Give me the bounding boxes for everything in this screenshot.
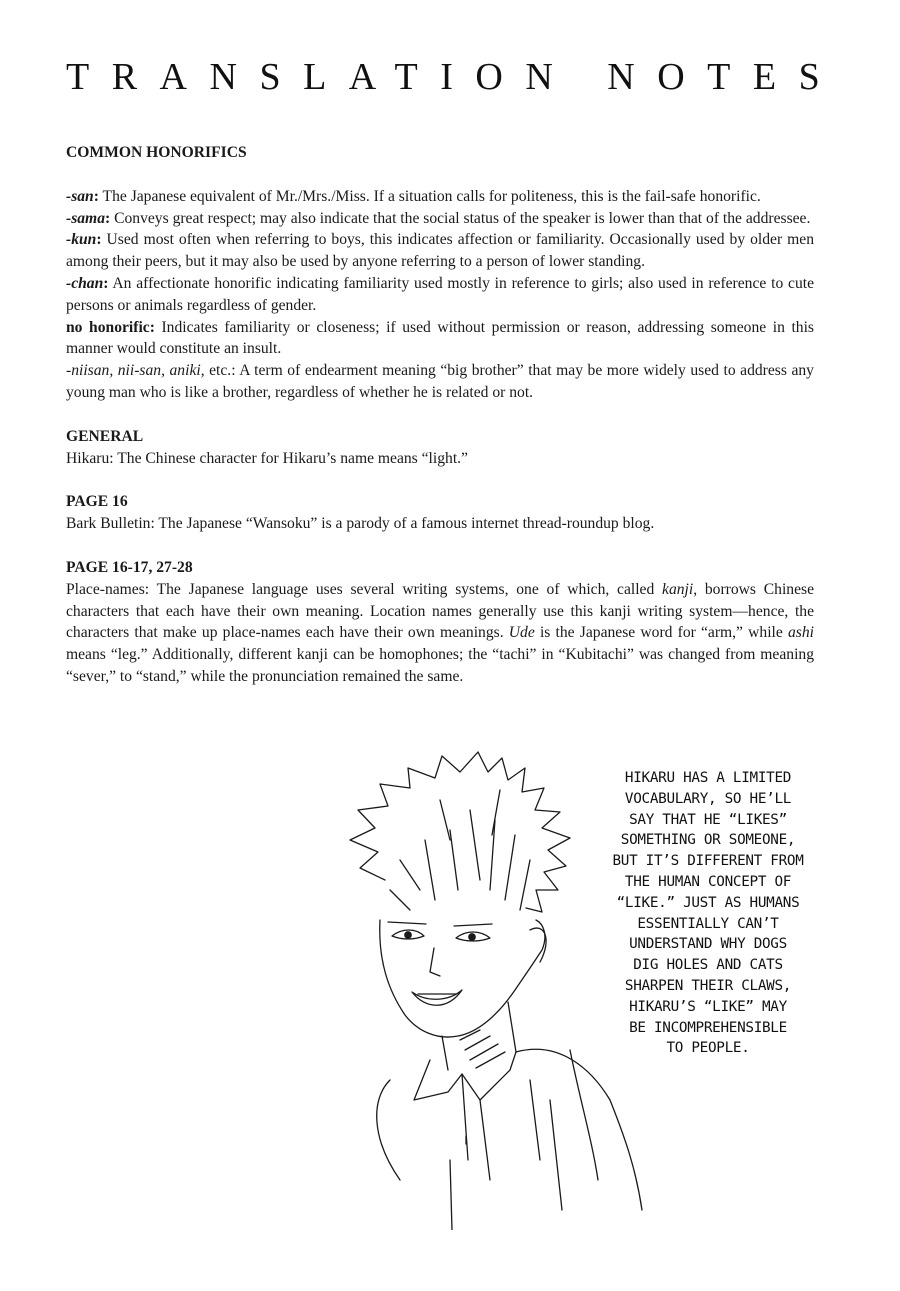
shirt-collar (414, 1052, 516, 1100)
honorific-text: A term of endearment meaning “big brother” that may be more widely used to address any young man who is like a brother, regardless of whether he is related or not. (66, 362, 814, 401)
ude-term: Ude (508, 624, 535, 642)
page-title: TRANSLATION NOTES (66, 56, 843, 98)
nose (430, 948, 440, 976)
honorific-sep: etc.: (204, 362, 236, 380)
section-heading: GENERAL (66, 427, 144, 445)
section-heading: COMMON HONORIFICS (66, 144, 247, 161)
honorific-entry-sama (66, 208, 814, 230)
section-page-16 (66, 491, 814, 535)
note-line: SAY THAT HE “LIKES” (629, 811, 787, 828)
note-line: SHARPEN THEIR CLAWS, (624, 977, 792, 994)
hair-strands (390, 790, 530, 910)
honorific-term: -chan (66, 274, 104, 292)
right-pupil (469, 934, 475, 940)
honorific-text: Indicates familiarity or closeness; if used without permission or reason, addressing someone in this manner would constitute an insult. (66, 318, 814, 358)
honorific-sep: : (104, 209, 111, 227)
paragraph-part: is the Japanese word for “arm,” while (534, 624, 788, 642)
note-line: BE INCOMPREHENSIBLE (629, 1019, 787, 1036)
note-line: TO PEOPLE. (666, 1040, 750, 1057)
note-line: SOMETHING OR SOMEONE, (620, 832, 796, 849)
honorific-text: The Japanese equivalent of Mr./Mrs./Miss. If a situation calls for politeness, this is the fail-safe honorific. (98, 187, 761, 205)
section-general (66, 426, 814, 470)
face-outline (380, 920, 545, 1037)
honorific-text: Used most often when referring to boys, this indicates affection or familiarity. Occasionally used by older men among their peers, but it may also be used by anyone referring to a person of lower standing. (66, 231, 814, 271)
brows (388, 922, 492, 926)
honorific-entry-none (66, 317, 814, 361)
honorific-entry-san (66, 186, 814, 208)
note-paragraph: Bark Bulletin: The Japanese “Wansoku” is a parody of a famous internet thread-roundup blog. (66, 515, 655, 533)
mouth (412, 990, 462, 1005)
neck (442, 1002, 516, 1070)
note-line: HIKARU HAS A LIMITED (624, 770, 792, 786)
ashi-term: ashi (788, 624, 814, 642)
note-paragraph (66, 579, 814, 688)
note-line: UNDERSTAND WHY DOGS (629, 936, 787, 953)
honorific-term: -niisan, nii-san, aniki, (66, 362, 205, 380)
honorific-sep: : (149, 318, 155, 336)
honorific-entry-kun (66, 229, 814, 273)
note-line: DIG HOLES AND CATS (633, 957, 783, 974)
honorific-text: An affectionate honorific indicating familiarity used mostly in reference to girls; also used in reference to cute persons or animals regardless of gender. (66, 274, 814, 314)
section-heading: PAGE 16-17, 27-28 (66, 558, 193, 576)
honorific-sep: : (96, 231, 102, 249)
note-line: “LIKE.” JUST AS HUMANS (616, 894, 800, 911)
honorific-entry-niisan (66, 360, 814, 404)
section-heading: PAGE 16 (66, 493, 128, 511)
honorific-term: -sama (66, 209, 105, 227)
note-paragraph: Hikaru: The Chinese character for Hikaru’s name means “light.” (66, 449, 468, 467)
note-line: VOCABULARY, SO HE’LL (624, 790, 792, 807)
hair-outline (350, 752, 570, 912)
paragraph-part: Place-names: The Japanese language uses several writing systems, one of which, called (66, 580, 663, 598)
honorific-term: -kun (66, 231, 97, 249)
paragraph-part: means “leg.” Additionally, different kanji can be homophones; the “tachi” in “Kubitachi” was changed from meaning “sever,” to “stand,” while the pronunciation remained the same. (66, 646, 814, 685)
honorific-entry-chan (66, 273, 814, 317)
neck-shading (460, 1030, 505, 1068)
jacket-outline (377, 1049, 642, 1210)
section-common-honorifics (66, 142, 814, 404)
honorific-term: no honorific (66, 318, 150, 336)
left-pupil (405, 932, 411, 938)
kanji-term: kanji (662, 580, 694, 598)
section-page-16-17-27-28 (66, 557, 814, 688)
honorific-sep: : (93, 187, 99, 205)
paragraph-part: , borrows Chinese characters that each have their own meaning. Location names generally use this kanji writing system—hence, the characters that make up place-names each have their own meanings. (66, 580, 814, 642)
note-line: BUT IT’S DIFFERENT FROM (612, 853, 804, 870)
jacket-lines (450, 1074, 562, 1230)
honorific-term: -san (66, 187, 94, 205)
honorific-text: Conveys great respect; may also indicate that the social status of the speaker is lower than that of the addressee. (110, 209, 811, 227)
notes-content (66, 142, 814, 710)
note-line: ESSENTIALLY CAN’T (637, 915, 779, 932)
note-line: THE HUMAN CONCEPT OF (624, 873, 792, 890)
author-note (598, 768, 818, 1059)
note-line: HIKARU’S “LIKE” MAY (629, 998, 787, 1015)
honorific-sep: : (103, 274, 109, 292)
